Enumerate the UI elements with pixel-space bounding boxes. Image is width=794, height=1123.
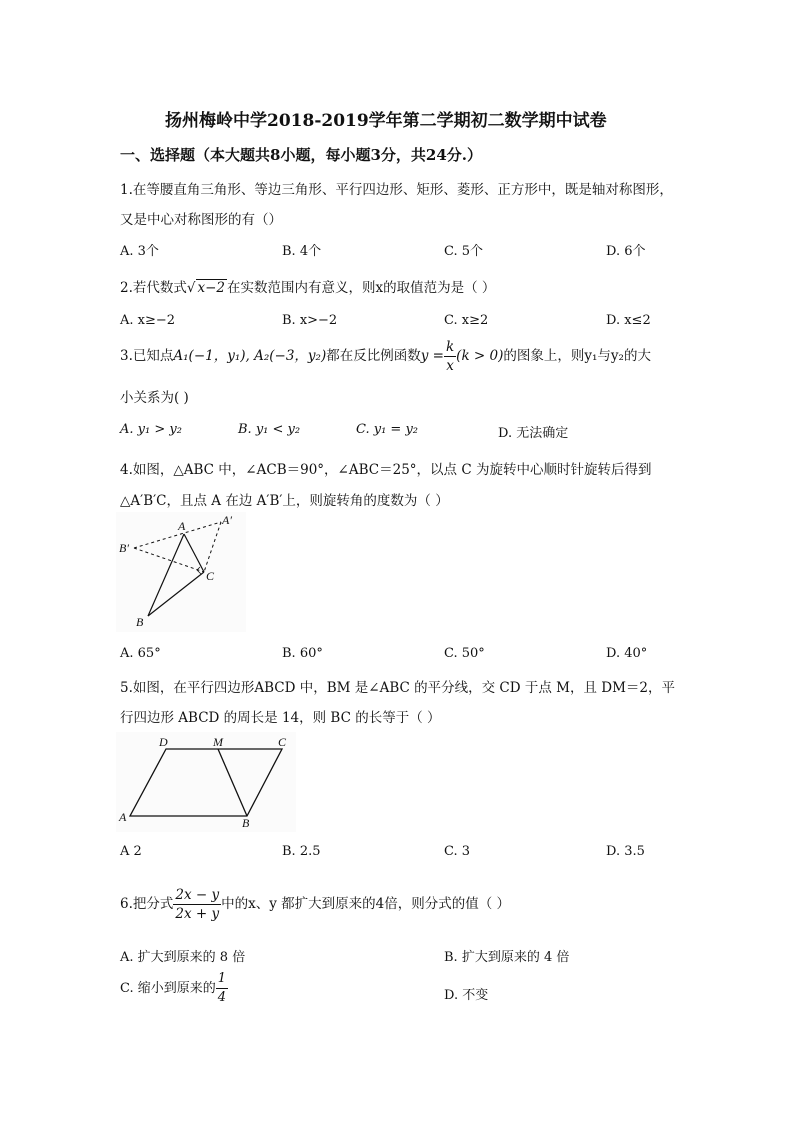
q4-line1: 4.如图，△ABC 中，∠ACB＝90°，∠ABC＝25°，以点 C 为旋转中心顺时针旋转后得到 xyxy=(120,462,652,478)
q6-prefix: 6.把分式 xyxy=(120,896,174,912)
q3-mid: 都在反比例函数 xyxy=(326,348,421,364)
q3-frac-den: x xyxy=(446,358,454,374)
q4-option-b: B. 60° xyxy=(282,646,323,661)
q6-stem xyxy=(120,886,510,923)
q3-option-a: A. y₁ > y₂ xyxy=(120,422,182,437)
q6-option-c-prefix: C. 缩小到原来的 xyxy=(120,981,216,996)
q6-option-c-num: 1 xyxy=(216,970,228,989)
q2-suffix: 在实数范围内有意义，则x的取值范为是（ ） xyxy=(227,280,496,296)
label-c: C xyxy=(206,569,215,583)
q1-line1: 1.在等腰直角三角形、等边三角形、平行四边形、矩形、菱形、正方形中，既是轴对称图形， xyxy=(120,182,673,198)
q5-option-b: B. 2.5 xyxy=(282,844,321,859)
q6-fraction xyxy=(173,886,221,923)
q3-func-lhs: y = xyxy=(420,348,444,364)
q2-radicand: x−2 xyxy=(197,280,226,296)
q5-option-c: C. 3 xyxy=(444,844,471,859)
label-m: M xyxy=(213,735,223,749)
q3-line2: 小关系为( ) xyxy=(120,390,189,406)
q3-fraction xyxy=(444,338,456,375)
q3-points: A₁(−1，y₁), A₂(−3，y₂) xyxy=(173,348,327,364)
q3-prefix: 3.已知点 xyxy=(120,348,174,364)
label-c: C xyxy=(278,735,287,749)
q5-line2: 行四边形 ABCD 的周长是 14，则 BC 的长等于（ ） xyxy=(120,710,441,726)
q4-figure xyxy=(116,512,246,632)
q2-option-b: B. x>−2 xyxy=(282,313,338,328)
q2-option-a: A. x≥−2 xyxy=(120,313,176,328)
q5-line1: 5.如图，在平行四边形ABCD 中，BM 是∠ABC 的平分线，交 CD 于点 M，且 DM＝2，平 xyxy=(120,680,676,696)
q5-figure xyxy=(116,732,296,832)
q6-option-a: A. 扩大到原来的 8 倍 xyxy=(120,950,246,965)
q3-stem xyxy=(120,338,651,375)
q5-option-a: A 2 xyxy=(120,844,142,859)
section-heading: 一、选择题（本大题共8小题，每小题3分，共24分.） xyxy=(120,146,482,164)
figure-background xyxy=(116,732,296,832)
q1-option-a: A. 3个 xyxy=(120,244,159,259)
label-a: A xyxy=(178,519,186,533)
q1-option-c: C. 5个 xyxy=(444,244,484,259)
q1-line2: 又是中心对称图形的有（） xyxy=(120,212,282,228)
label-b-prime: B′ xyxy=(119,541,129,555)
page-title: 扬州梅岭中学2018-2019学年第二学期初二数学期中试卷 xyxy=(165,111,607,131)
q2-option-d: D. x≤2 xyxy=(606,313,651,328)
label-b: B xyxy=(242,816,250,830)
label-d: D xyxy=(159,735,168,749)
sqrt-sign: √ xyxy=(186,280,196,296)
q6-option-c-den: 4 xyxy=(217,990,227,1005)
label-a-prime: A′ xyxy=(222,513,232,527)
q3-option-d: D. 无法确定 xyxy=(498,426,569,441)
q3-suffix: 的图象上，则y₁与y₂的大 xyxy=(503,348,651,364)
q3-option-b: B. y₁ < y₂ xyxy=(238,422,301,437)
q4-option-d: D. 40° xyxy=(606,646,648,661)
q6-option-d: D. 不变 xyxy=(444,988,489,1003)
q2-stem xyxy=(120,276,495,296)
q3-func-cond: (k > 0) xyxy=(456,348,504,364)
q2-prefix: 2.若代数式 xyxy=(120,280,187,296)
q6-frac-den: 2x + y xyxy=(175,906,220,922)
q6-option-c xyxy=(120,970,228,1007)
q6-option-b: B. 扩大到原来的 4 倍 xyxy=(444,950,570,965)
q1-option-d: D. 6个 xyxy=(606,244,646,259)
q4-option-c: C. 50° xyxy=(444,646,485,661)
q1-option-b: B. 4个 xyxy=(282,244,322,259)
q5-option-d: D. 3.5 xyxy=(606,844,645,859)
q4-line2: △A′B′C，且点 A 在边 A′B′上，则旋转角的度数为（ ） xyxy=(120,493,449,509)
q6-suffix: 中的x、y 都扩大到原来的4倍，则分式的值（ ） xyxy=(221,896,511,912)
q3-option-c: C. y₁ = y₂ xyxy=(356,422,419,437)
label-a: A xyxy=(119,810,127,824)
q3-frac-num: k xyxy=(445,339,455,355)
q4-option-a: A. 65° xyxy=(120,646,161,661)
label-b: B xyxy=(136,615,144,629)
q6-frac-num: 2x − y xyxy=(175,887,220,903)
q2-option-c: C. x≥2 xyxy=(444,313,489,328)
q6-option-c-fraction xyxy=(216,970,228,1007)
